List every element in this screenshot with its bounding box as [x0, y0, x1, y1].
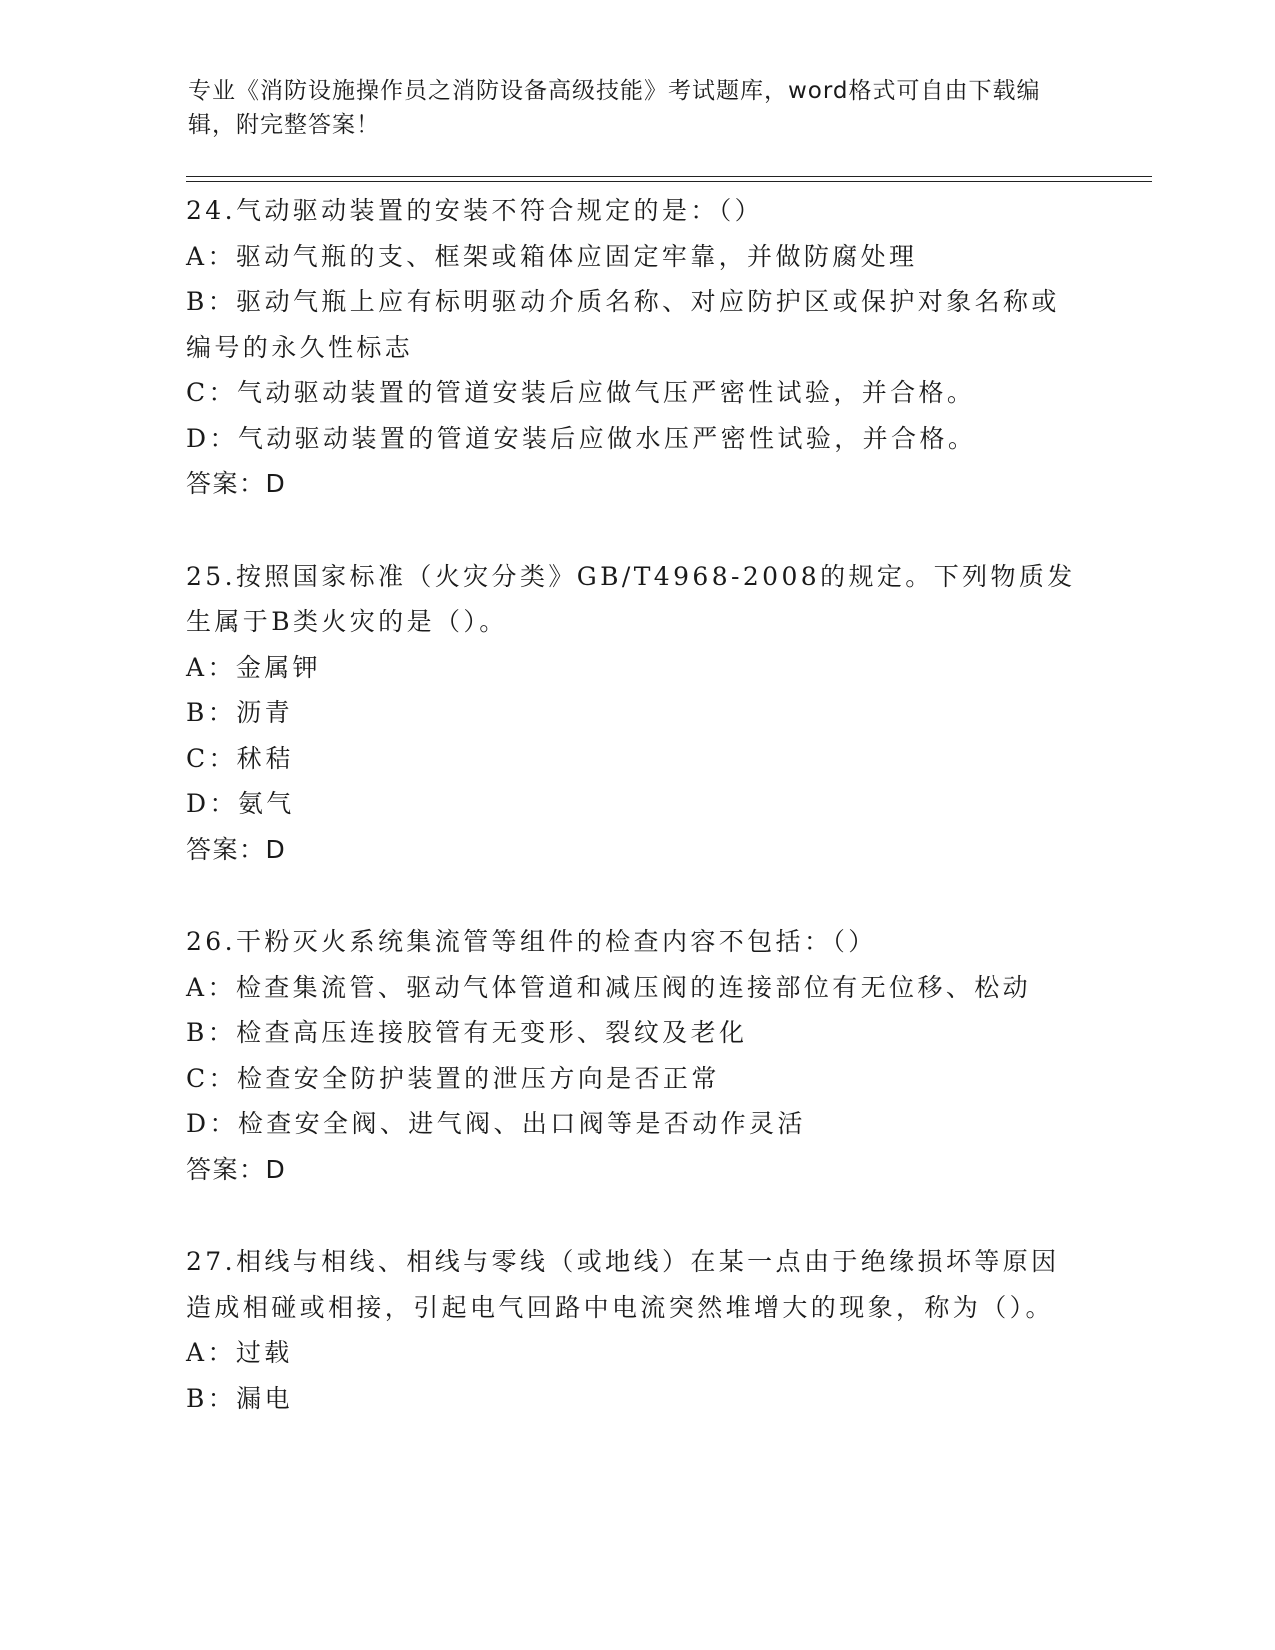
question-27	[186, 1239, 1086, 1421]
question-stem: 26.干粉灭火系统集流管等组件的检查内容不包括：（）	[186, 927, 877, 956]
answer: 答案：D	[186, 834, 287, 864]
question-stem: 25.按照国家标准（火灾分类》GB/T4968-2008的规定。下列物质发生属于B类火灾的是（）。	[186, 561, 1076, 636]
question-stem: 24.气动驱动装置的安装不符合规定的是：（）	[186, 196, 764, 225]
option-b: B：漏电	[186, 1383, 293, 1413]
option-a: A：金属钾	[186, 652, 322, 682]
question-list	[186, 188, 1086, 1468]
option-a: A：检查集流管、驱动气体管道和减压阀的连接部位有无位移、松动	[186, 972, 1032, 1002]
option-b: B：沥青	[186, 698, 293, 727]
option-b: B：检查高压连接胶管有无变形、裂纹及老化	[186, 1018, 748, 1047]
header-rule-bottom	[186, 181, 1152, 182]
option-c: C：秫秸	[186, 743, 294, 773]
document-header: 专业《消防设施操作员之消防设备高级技能》考试题库，word格式可自由下载编辑，附完整答案！	[188, 78, 1041, 138]
question-25	[186, 554, 1086, 873]
question-stem: 27.相线与相线、相线与零线（或地线）在某一点由于绝缘损坏等原因造成相碰或相接，引起电气回路中电流突然堆增大的现象，称为（）。	[186, 1247, 1060, 1322]
option-a: A：驱动气瓶的支、框架或箱体应固定牢靠，并做防腐处理	[186, 241, 918, 271]
question-26	[186, 919, 1086, 1192]
answer: 答案：D	[186, 1154, 287, 1184]
option-c: C：检查安全防护装置的泄压方向是否正常	[186, 1063, 720, 1093]
option-a: A：过载	[186, 1338, 293, 1367]
option-b: B：驱动气瓶上应有标明驱动介质名称、对应防护区或保护对象名称或编号的永久性标志	[186, 287, 1060, 362]
header-rule-top	[186, 176, 1152, 177]
option-c: C：气动驱动装置的管道安装后应做气压严密性试验，并合格。	[186, 378, 976, 407]
option-d: D：检查安全阀、进气阀、出口阀等是否动作灵活	[186, 1109, 806, 1138]
answer: 答案：D	[186, 469, 287, 498]
question-24	[186, 188, 1086, 507]
option-d: D：气动驱动装置的管道安装后应做水压严密性试验，并合格。	[186, 423, 977, 453]
option-d: D：氨气	[186, 789, 295, 818]
